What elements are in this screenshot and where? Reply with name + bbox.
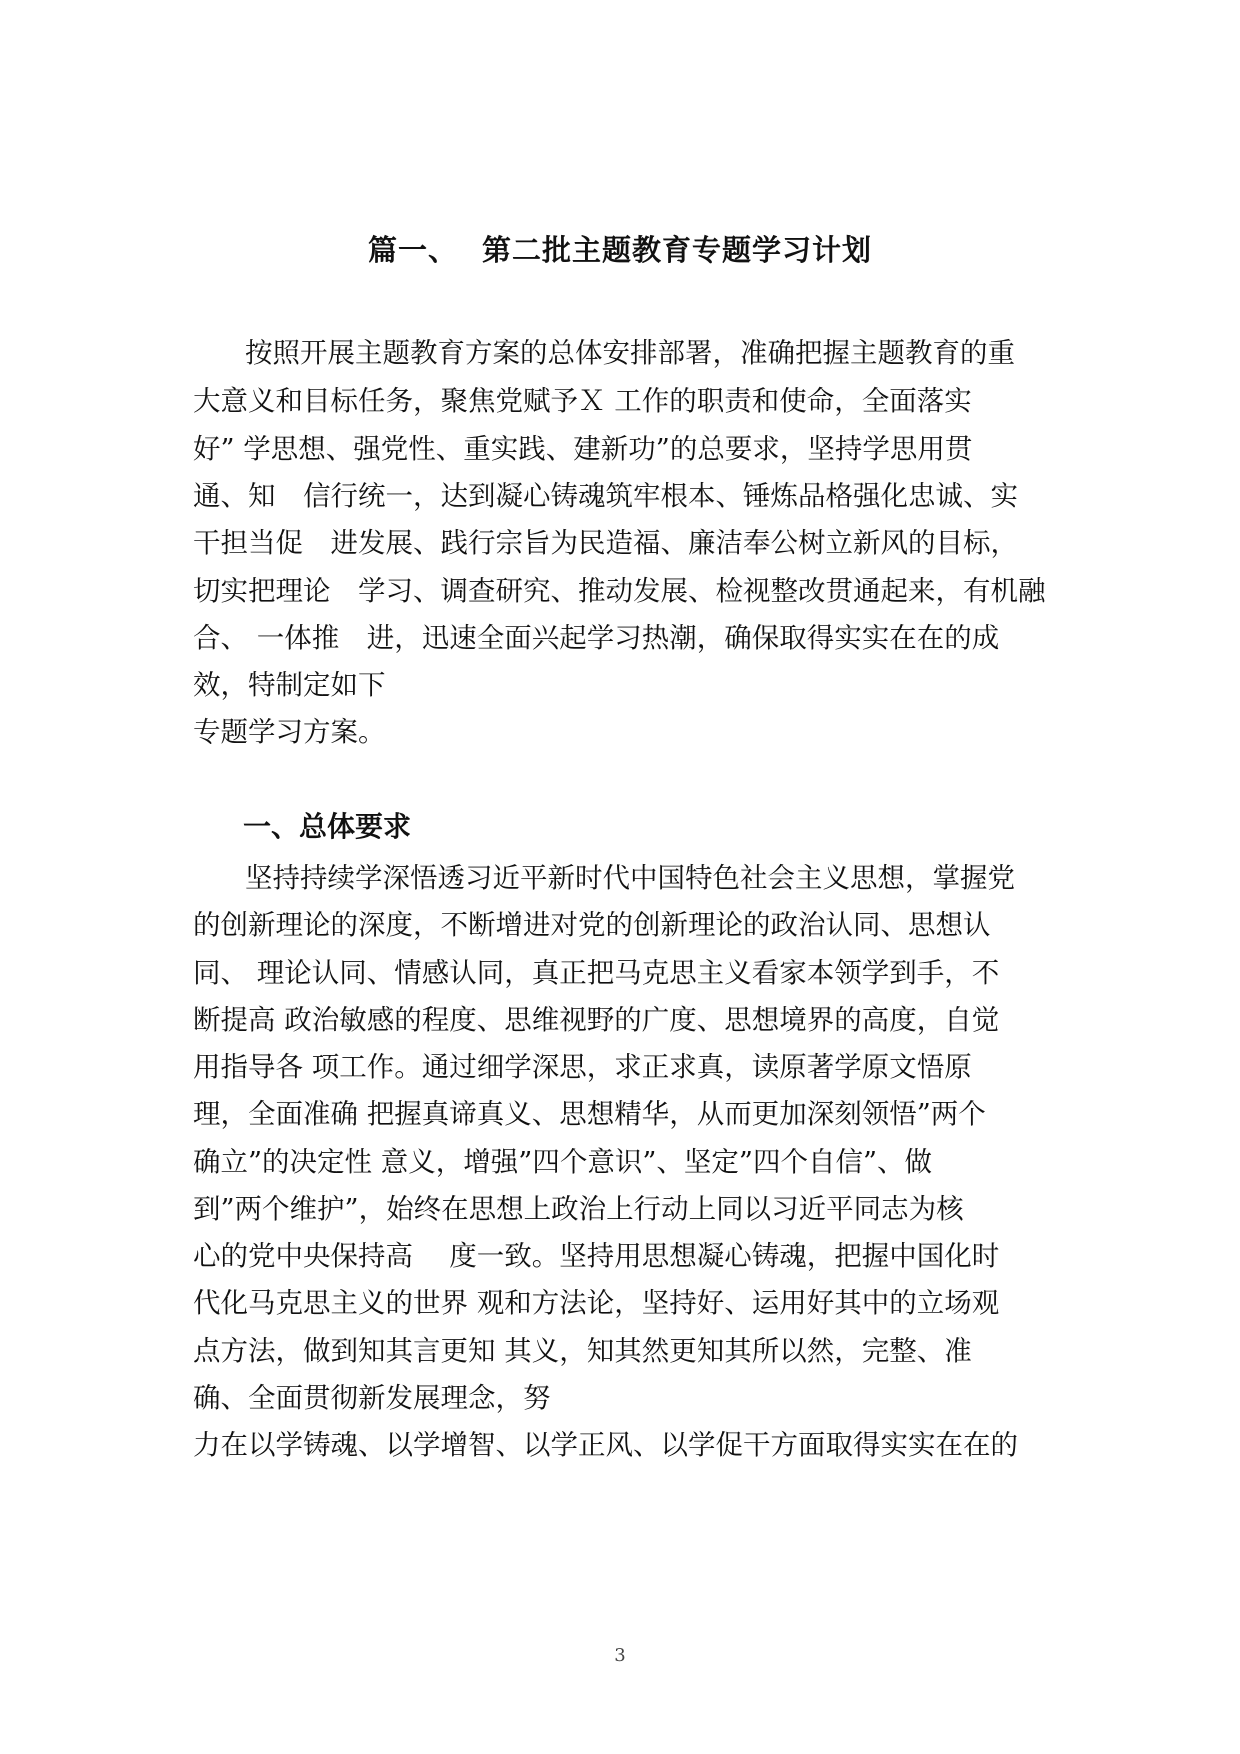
document-title — [0, 228, 1240, 269]
section-line: 到”两个维护”，始终在思想上政治上行动上同以习近平同志为核 — [193, 1193, 964, 1225]
section-heading: 一、总体要求 — [243, 810, 412, 843]
section-line: 断提高 政治敏感的程度、思维视野的广度、思想境界的高度，自觉 — [193, 1004, 1000, 1036]
title-part-label: 篇一、 — [367, 233, 458, 267]
intro-line: 切实把理论 学习、调查研究、推动发展、检视整改贯通起来，有机融 — [193, 575, 1046, 607]
intro-line: 效，特制定如下 — [193, 669, 386, 701]
intro-line: 干担当促 进发展、践行宗旨为民造福、廉洁奉公树立新风的目标， — [193, 527, 1018, 559]
intro-line: 合、 一体推 进，迅速全面兴起学习热潮，确保取得实实在在的成 — [193, 622, 1000, 654]
section-line: 点方法，做到知其言更知 其义，知其然更知其所以然，完整、准 — [193, 1335, 972, 1367]
section-line: 确、全面贯彻新发展理念，努 — [193, 1382, 551, 1414]
section-line: 确立”的决定性 意义，增强”四个意识”、坚定”四个自信”、做 — [193, 1146, 933, 1178]
section-line: 坚持持续学深悟透习近平新时代中国特色社会主义思想，掌握党 — [245, 862, 1015, 894]
title-text: 第二批主题教育专题学习计划 — [482, 233, 873, 267]
intro-line: 通、知 信行统一，达到凝心铸魂筑牢根本、锤炼品格强化忠诚、实 — [193, 480, 1018, 512]
section-line: 用指导各 项工作。通过细学深思，求正求真，读原著学原文悟原 — [193, 1051, 972, 1083]
intro-line: 专题学习方案。 — [193, 716, 386, 748]
section-line: 心的党中央保持高 度一致。坚持用思想凝心铸魂，把握中国化时 — [193, 1240, 1000, 1272]
section-line: 理，全面准确 把握真谛真义、思想精华，从而更加深刻领悟”两个 — [193, 1098, 986, 1130]
intro-line: 大意义和目标任务，聚焦党赋予Ｘ 工作的职责和使命，全面落实 — [193, 385, 972, 417]
page-number: 3 — [614, 1645, 626, 1666]
section-line: 代化马克思主义的世界 观和方法论，坚持好、运用好其中的立场观 — [193, 1287, 1000, 1319]
intro-line: 按照开展主题教育方案的总体安排部署，准确把握主题教育的重 — [245, 337, 1015, 369]
section-line: 力在以学铸魂、以学增智、以学正风、以学促干方面取得实实在在的 — [193, 1429, 1018, 1461]
section-line: 同、 理论认同、情感认同，真正把马克思主义看家本领学到手，不 — [193, 957, 1000, 989]
intro-line: 好” 学思想、强党性、重实践、建新功”的总要求，坚持学思用贯 — [193, 433, 973, 465]
section-line: 的创新理论的深度，不断增进对党的创新理论的政治认同、思想认 — [193, 909, 991, 941]
